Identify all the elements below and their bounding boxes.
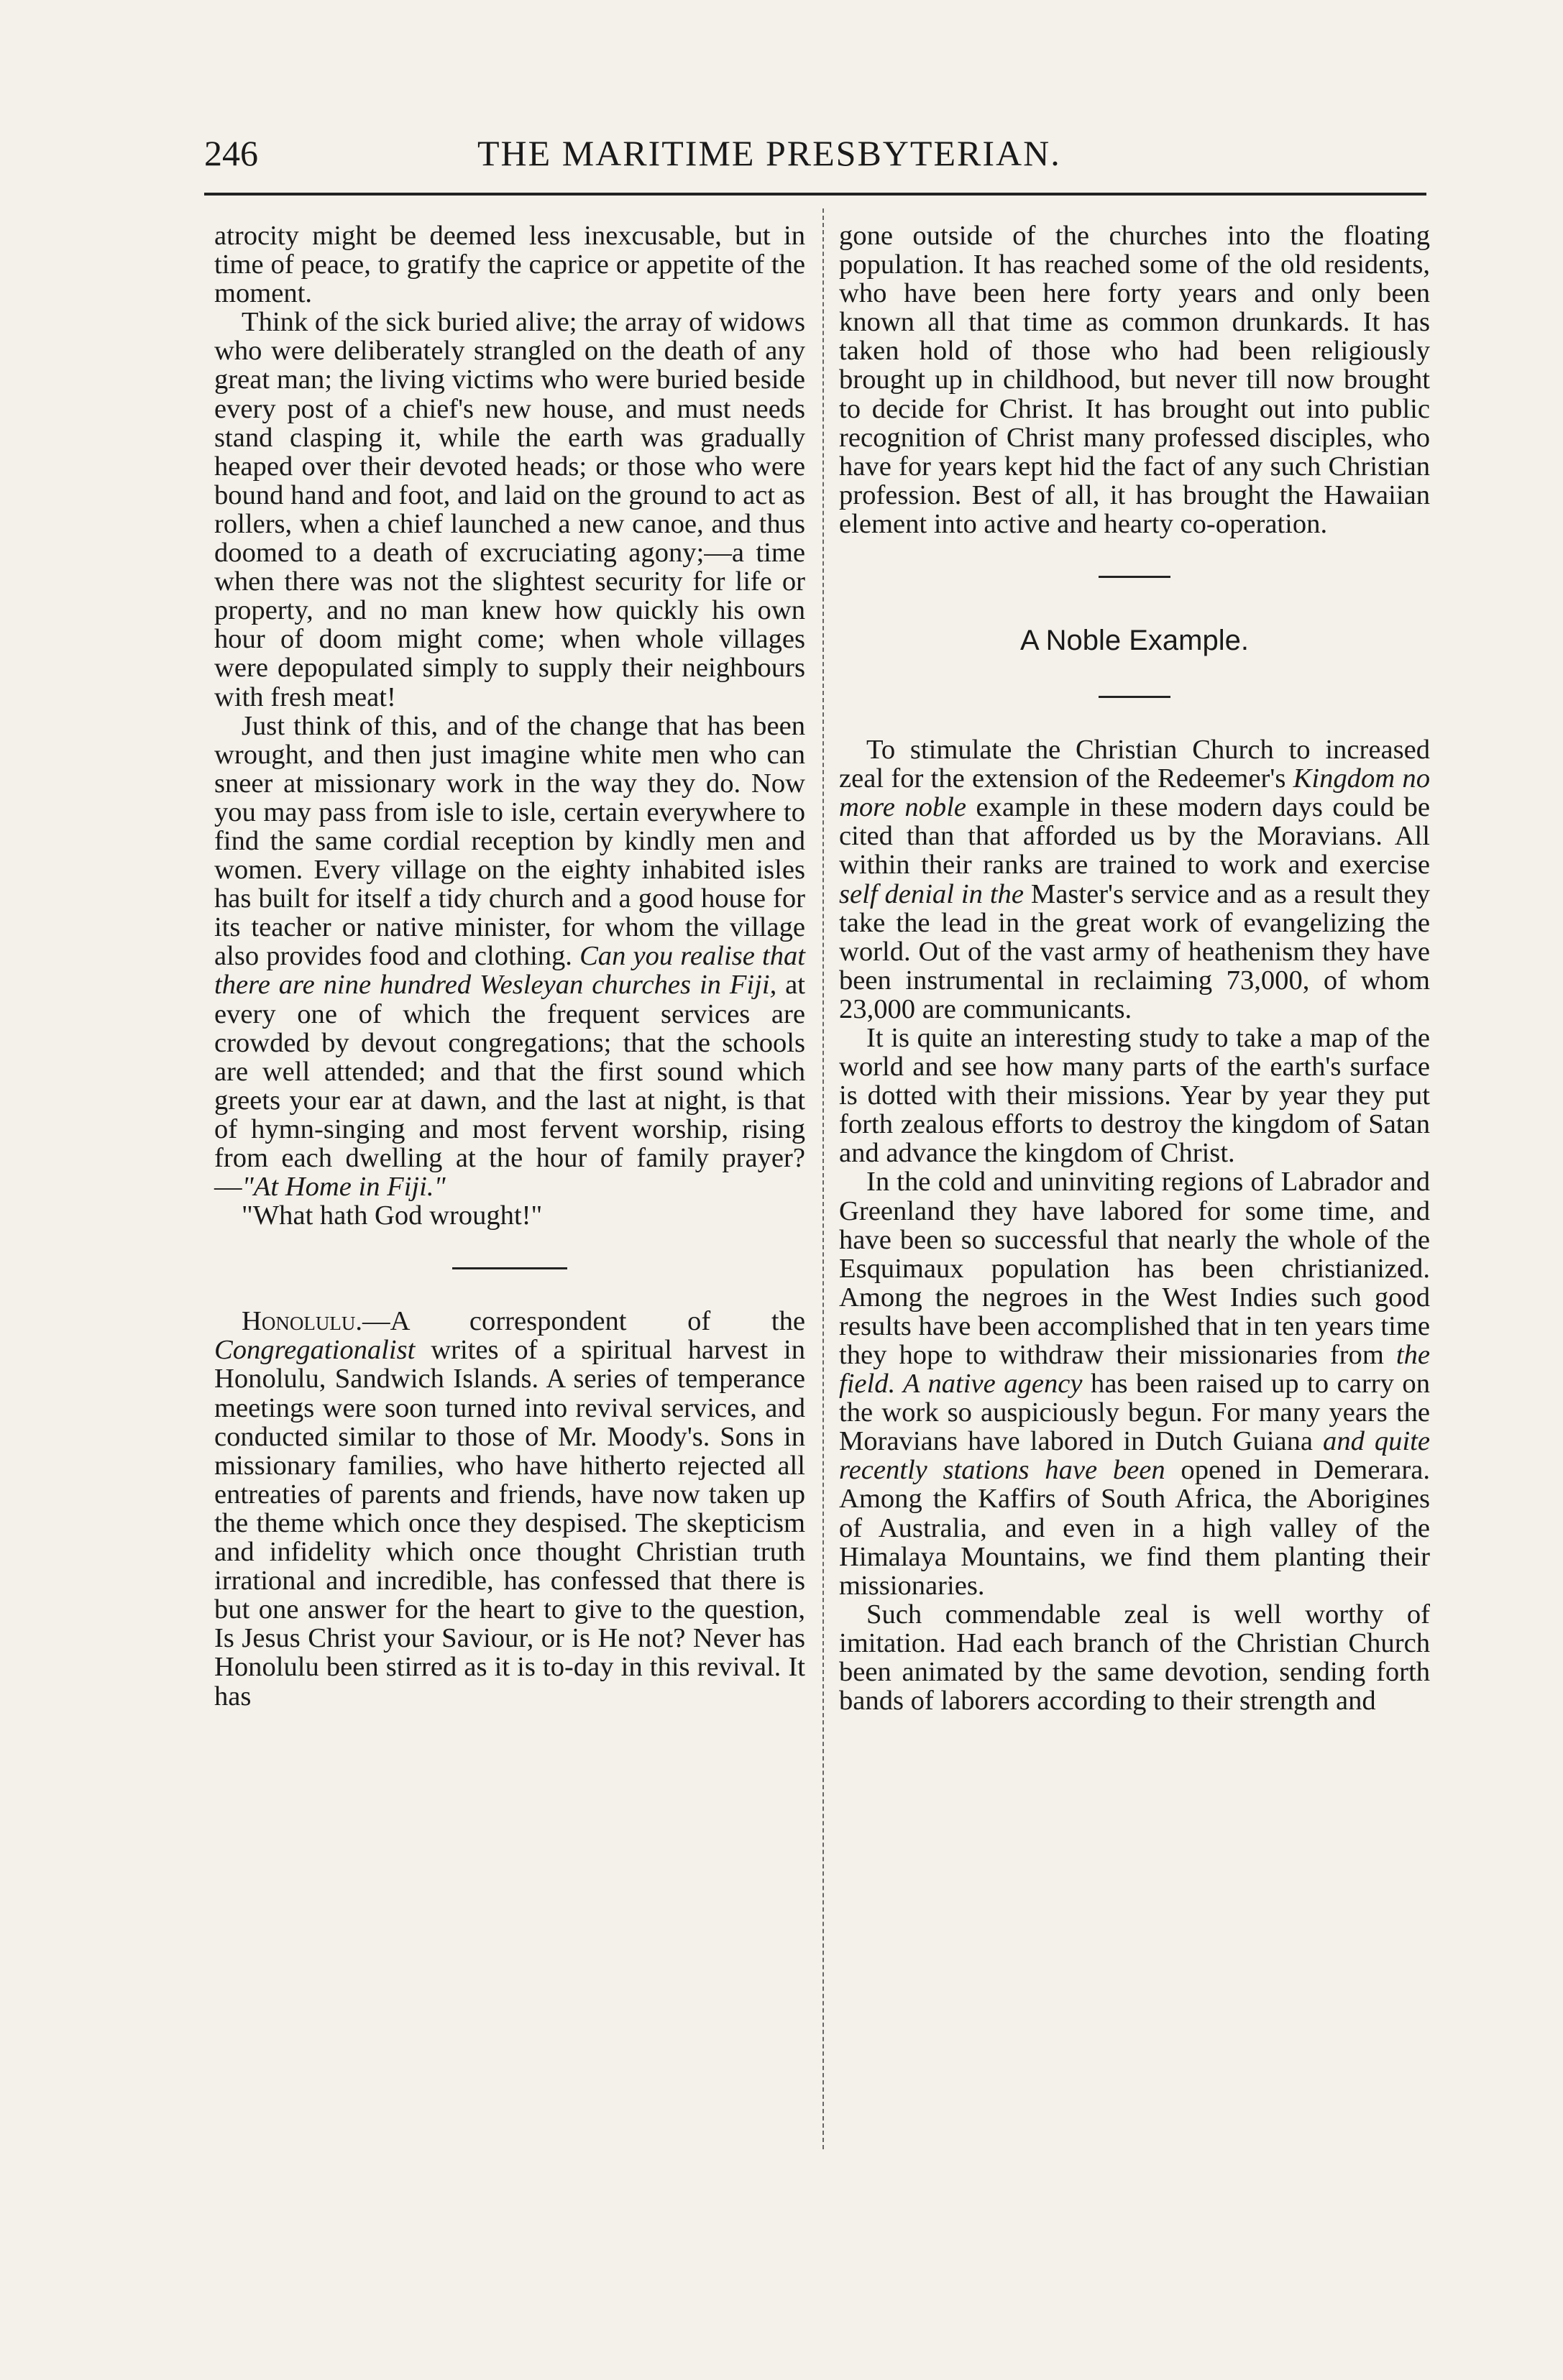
section-rule-top [1099, 576, 1170, 578]
honolulu-paragraph [214, 1307, 805, 1710]
right-paragraph-1: gone outside of the churches into the floating population. It has reached some of the old residents, who have been here forty years and only been known all that time as common drunkards. It has taken hold of those who had been religiously brought up in childhood, but never till now brought to decide for Christ. It has brought out into public recognition of Christ many professed disciples, who have for years kept hid the fact of any such Christian profession. Best of all, it has brought the Hawaiian element into active and hearty co-operation. [839, 221, 1430, 539]
page-number: 246 [204, 133, 258, 173]
right-paragraph-2-italic: Kingdom no more noble [839, 763, 1430, 823]
right-paragraph-4-italic: the field. A native agency [839, 1340, 1430, 1400]
left-paragraph-3-italic: Can you realise that there are nine hundred Wesleyan churches in Fiji, [214, 941, 806, 1001]
honolulu-text-a: —A correspondent of the [362, 1306, 805, 1337]
left-paragraph-3-text-a: Just think of this, and of the change that has been wrought, and then just imagine white men who can sneer at missionary work in the way they do. Now you may pass from isle to isle, certain everywhere to find the same cordial reception by kindly men and women. Every village on the eighty inhabited isles has built for itself a tidy church and a good house for its teacher or native minister, for whom the village also provides food and clothing. [214, 710, 805, 972]
right-paragraph-4-text-a: In the cold and uninviting regions of Labrador and Greenland they have labored for some time, and have been so successful that nearly the whole of the Esquimaux population has been christianized. Among the negroes in the West Indies such good results have been accomplished that in ten years time they hope to withdraw their missionaries from [839, 1167, 1430, 1370]
right-paragraph-2-text-a: To stimulate the Christian Church to increased zeal for the extension of the Redeemer's [839, 735, 1430, 794]
running-title: THE MARITIME PRESBYTERIAN. [477, 133, 1061, 173]
left-paragraph-4: "What hath God wrought!" [242, 1200, 543, 1231]
section-divider-rule [452, 1267, 567, 1269]
honolulu-lead: Honolulu. [242, 1306, 362, 1337]
left-paragraph-1: atrocity might be deemed less inexcusable, but in time of peace, to gratify the caprice or appetite of the moment. [214, 221, 805, 309]
right-paragraph-2-italic-2: self denial in the [839, 878, 1024, 909]
right-paragraph-2-text-b: example in these modern days could be cited than that afforded us by the Moravians. All within their ranks are trained to work and exercise [839, 792, 1430, 881]
honolulu-journal: Congregationalist [214, 1335, 416, 1366]
left-column [214, 221, 805, 1711]
section-title: A Noble Example. [1020, 625, 1249, 657]
right-paragraph-4-text-c: opened in Demerara. Among the Kaffirs of South Africa, the Aborigines of Australia, and even in a high valley of the Himalaya Mountains, we find them planting their missionaries. [839, 1455, 1430, 1601]
right-paragraph-2 [839, 735, 1430, 1024]
left-paragraph-2: Think of the sick buried alive; the array of widows who were deliberately strangled on the death of any great man; the living victims who were buried beside every post of a chief's new house, and must needs stand clasping it, while the earth was gradually heaped over their devoted heads; or those who were bound hand and foot, and laid on the ground to act as rollers, when a chief launched a new canoe, and thus doomed to a death of excruciating agony;—a time when there was not the slightest security for life or property, and no man knew how quickly his own hour of doom might come; when whole villages were depopulated simply to supply their neighbours with fresh meat! [214, 307, 805, 712]
right-paragraph-4-italic-2: and quite recently stations have been [839, 1426, 1431, 1486]
left-paragraph-3-text-b: at every one of which the frequent services are crowded by devout congregations; that the schools are well attended; and that the first sound which greets your ear at dawn, and the last at night, is that of hymn-singing and most fervent worship, rising from each dwelling at the hour of family prayer?— [214, 970, 805, 1203]
right-paragraph-3: It is quite an interesting study to take a map of the world and see how many parts of the earth's surface is dotted with their missions. Year by year they put forth zealous efforts to destroy the kingdom of Satan and advance the kingdom of Christ. [839, 1022, 1430, 1169]
left-paragraph-3-source: "At Home in Fiji." [242, 1172, 446, 1203]
header-rule [204, 193, 1426, 196]
page-header [204, 128, 1426, 178]
section-rule-bottom [1099, 696, 1170, 698]
right-paragraph-4 [839, 1167, 1430, 1599]
right-paragraph-2-text-c: Master's service and as a result they take the lead in the great work of evangelizing the world. Out of the vast army of heathenism they have been instrumental in reclaiming 73,000, of whom 23,000 are communicants. [839, 878, 1430, 1024]
right-column [839, 221, 1430, 1715]
right-paragraph-4-text-b: has been raised up to carry on the work so auspiciously begun. For many years the Moravians have labored in Dutch Guiana [839, 1369, 1430, 1457]
column-divider [822, 208, 824, 2149]
left-paragraph-3 [214, 712, 805, 1202]
right-paragraph-5: Such commendable zeal is well worthy of imitation. Had each branch of the Christian Church been animated by the same devotion, sending forth bands of laborers according to their strength and [839, 1599, 1430, 1717]
honolulu-text-b: writes of a spiritual harvest in Honolulu, Sandwich Islands. A series of temperance meetings were soon turned into revival services, and conducted similar to those of Mr. Moody's. Sons in missionary families, who have hitherto rejected all entreaties of parents and friends, have now taken up the theme which once they despised. The skepticism and infidelity which once thought Christian truth irrational and incredible, has confessed that there is but one answer for the heart to give to the question, Is Jesus Christ your Saviour, or is He not? Never has Honolulu been stirred as it is to-day in this revival. It has [214, 1335, 805, 1712]
